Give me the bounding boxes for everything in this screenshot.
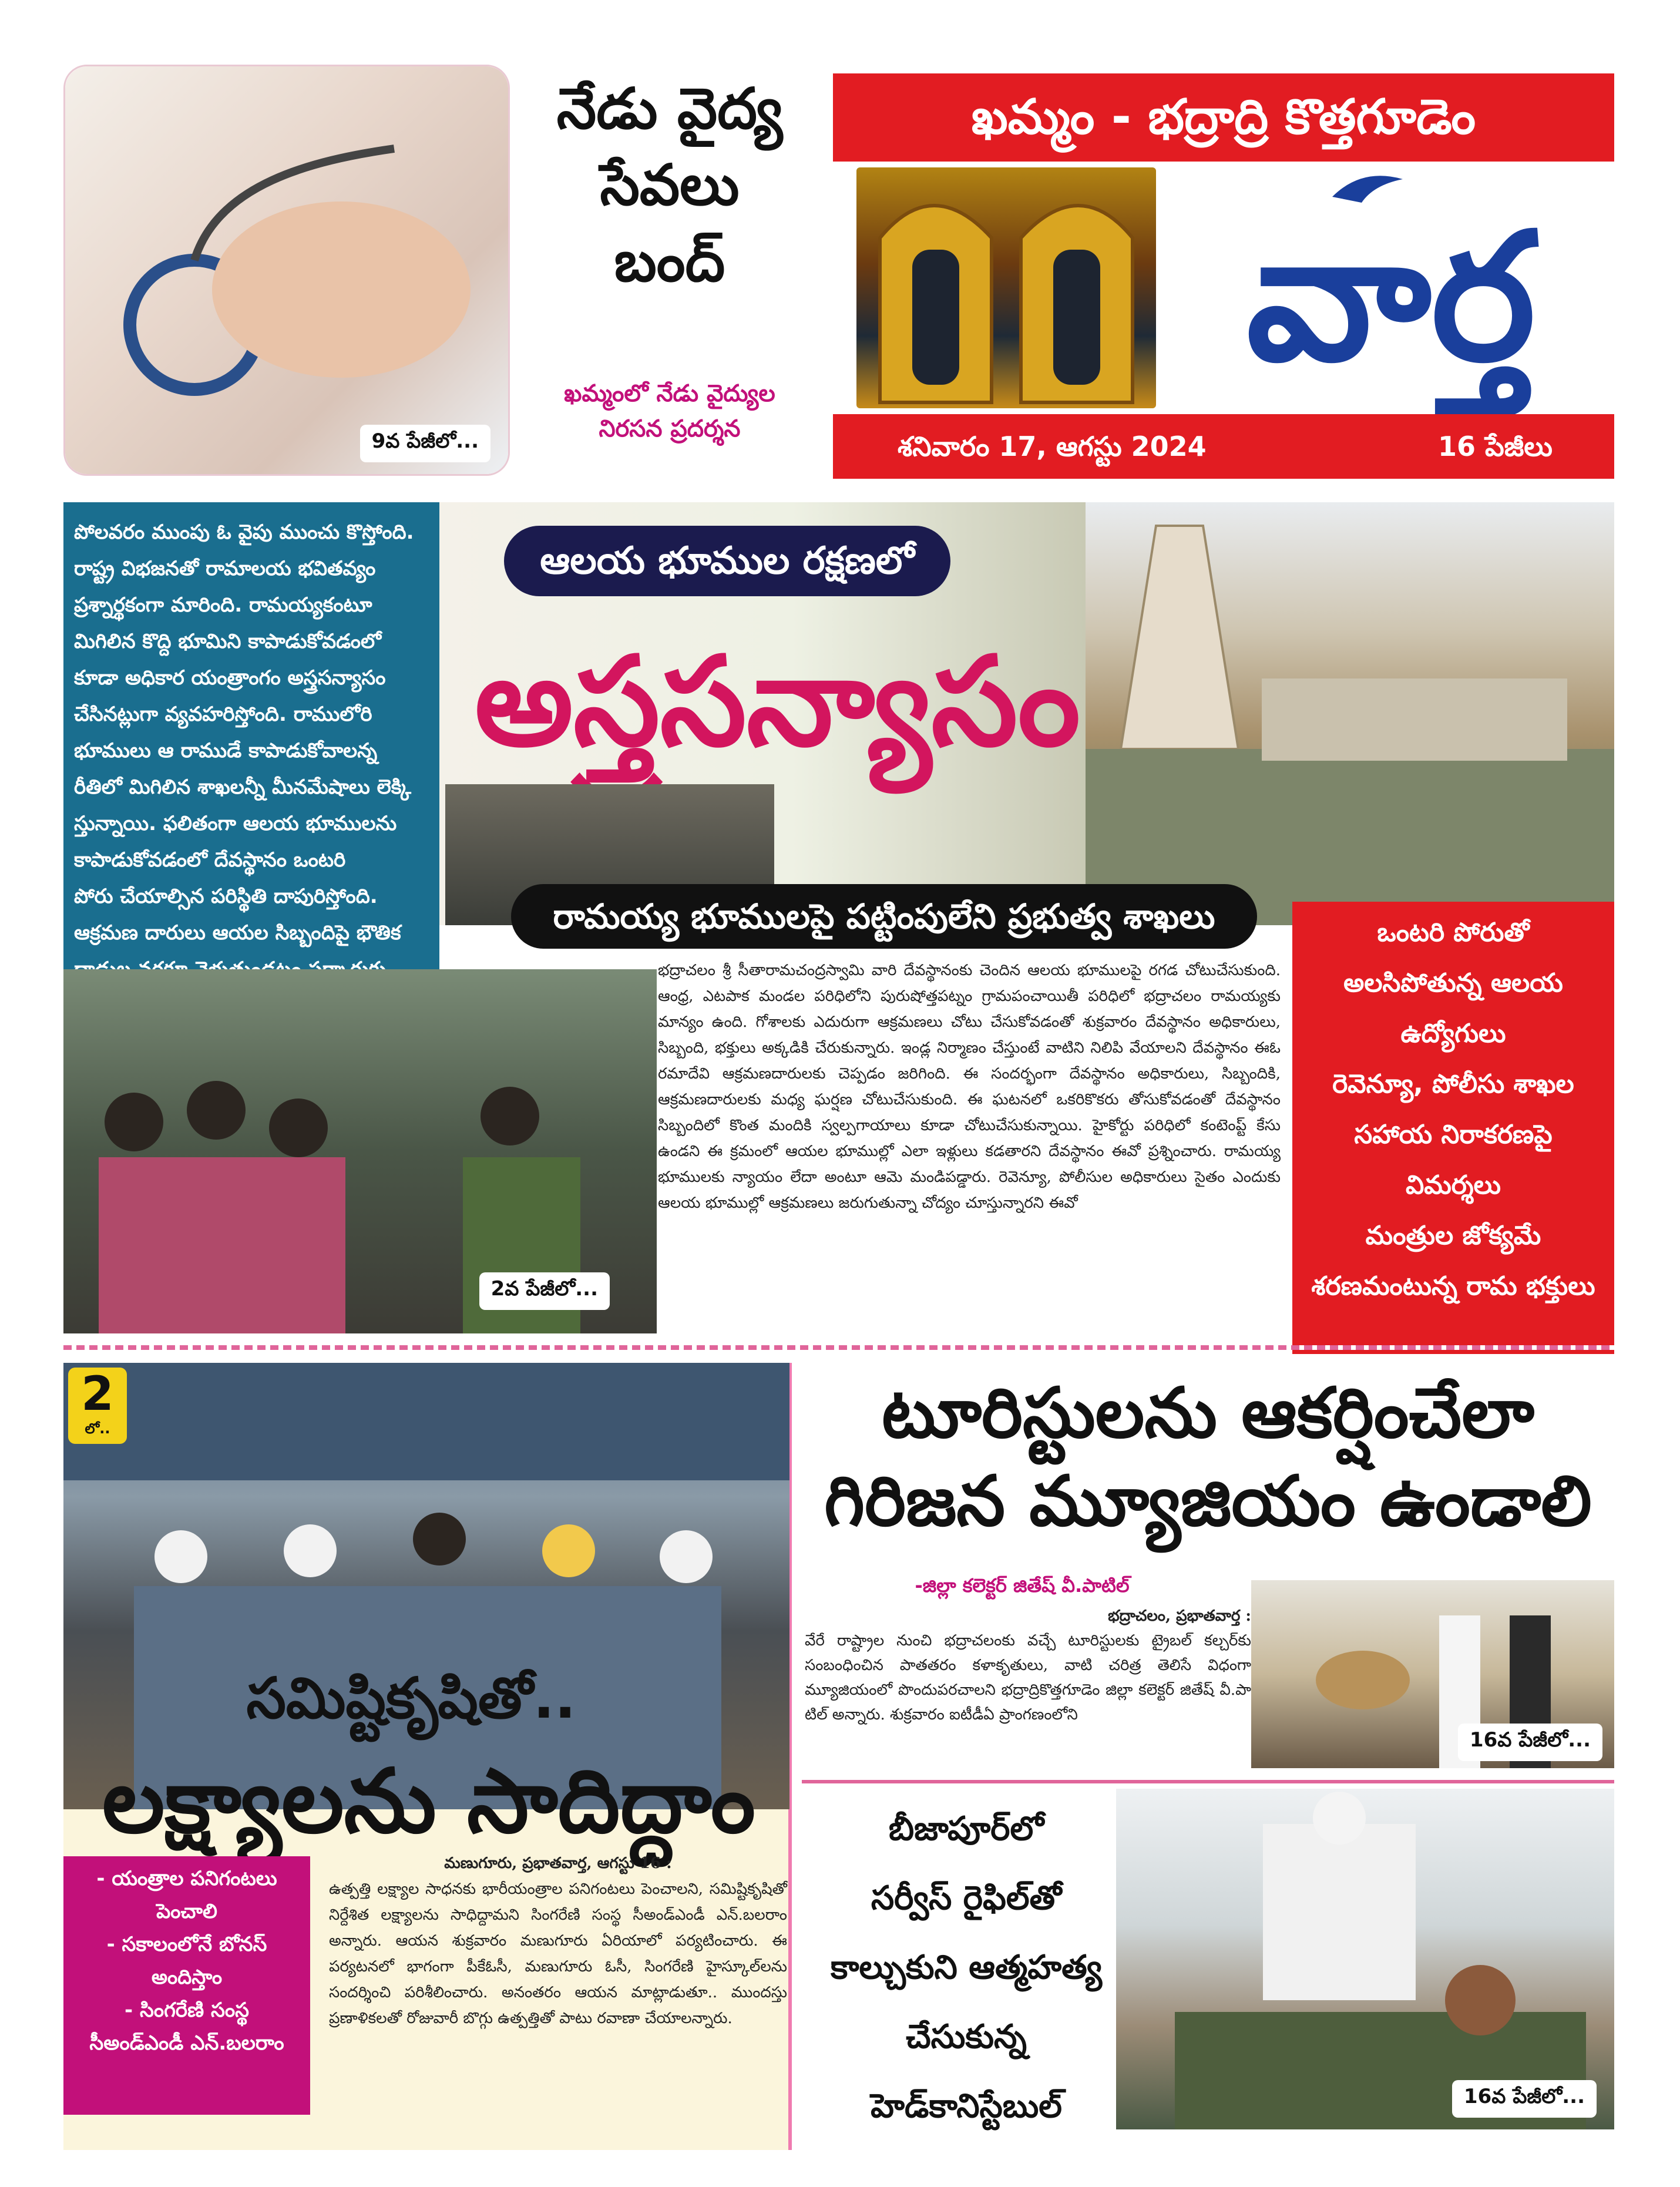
highlight-line: రెవెన్యూ, పోలీసు శాఖల [1332,1069,1574,1099]
museum-headline-line: గిరిజన మ్యూజియం ఉండాలి [824,1460,1592,1541]
singareni-dateline: మణుగూరు, ప్రభాతవార్త, ఆగస్టు 16 : [444,1855,672,1872]
bijapur-headline-line: హెడ్‌కానిస్టేబుల్ [871,2087,1062,2125]
lead-highlights [1292,902,1614,1354]
museum-body [805,1604,1251,1756]
lead-body: భద్రాచలం శ్రీ సీతారామచంద్రస్వామి వారి దేవస్థానంకు చెందిన ఆలయ భూములపై రగడ చోటుచేసుకుంది. ఆంధ్ర, ఎటపాక మండల పరిధిలోని పురుషోత్తపట్నం గ్రామపంచాయితీ పరిధిలో భద్రాచలం రామయ్యకు మాన్యం ఉంది. గోశాలకు ఎదురుగా ఆక్రమణలు చోటు చేసుకోవడంతో శుక్రవారం దేవస్థానం అధికారులు, సిబ్బంది, భక్తులు అక్కడికి చేరుకున్నారు. ఇండ్ల నిర్మాణం చేస్తుంటే వాటిని నిలిపి వేయాలని దేవస్థానం ఈఓ రమాదేవి ఆక్రమణదారులకు చెప్పడం జరిగింది. ఈ సందర్భంగా దేవస్థానం అధికారులు, సిబ్బందికి, ఆక్రమణదారులకు మధ్య ఘర్షణ చోటుచేసుకుంది. ఈ ఘటనలో ఒకరికొకరు తోసుకోవడంతో దేవస్థానం సిబ్బందిలో కొంత మందికి స్వల్పగాయాలు కూడా చోటుచేసుకున్నాయి. హైకోర్టు పరిధిలో కంటెంప్ట్ కేసు ఉండని ఈ క్రమంలో ఆయల భూముల్లో ఎలా ఇళ్లులు కడతారని దేవస్థానం ఈవో ప్రశ్నించారు. రామయ్య భూములకు న్యాయం లేదా అంటూ ఆమె మండిపడ్డారు. రెవెన్యూ, పోలీసుల అధికారులు సైతం ఎందుకు ఆలయ భూముల్లో ఆక్రమణలు జరుగుతున్నా చోద్యం చూస్తున్నారని ఈవో [658,962,1281,1212]
bijapur-headline-line: కాల్చుకుని ఆత్మహత్య [830,1949,1103,1987]
top-headline-line: నేడు వైద్య [556,76,783,142]
section-divider-2 [802,1780,1614,1783]
hospital-scene-icon [1116,1789,1614,2129]
section-divider [63,1345,1614,1350]
badge-suffix: లో.. [85,1420,110,1437]
singareni-highlights [63,1856,310,2115]
badge-number: 2 [81,1366,114,1421]
point-line: సీఅండ్ఎండీ ఎన్.బలరాం [89,2031,284,2055]
point-line: - సకాలంలోనే బోనస్ [106,1933,267,1956]
crowd-photo [63,969,657,1333]
top-sub-line: నిరసన ప్రదర్శన [599,415,741,442]
bijapur-headline-line: చేసుకున్న [906,2018,1027,2056]
deity-image [856,167,1156,408]
intro-line: రాష్ట్ర విభజనతో రామాలయ భవితవ్యం [74,557,376,580]
highlight-line: ఉద్యోగులు [1400,1019,1506,1049]
singareni-text: ఉత్పత్తి లక్ష్యాల సాధనకు భారీయంత్రాల పనిగంటలు పెంచాలని, సమిష్టికృషితో నిర్దేశిత లక్ష్యాలను సాధిద్దామని సింగరేణి సంస్థ సీఅండ్ఎండీ ఎన్.బలరాం అన్నారు. ఆయన శుక్రవారం మణుగూరు ఏరియాలో పర్యటించారు. ఈ పర్యటనలో భాగంగా పీకేఓసీ, మణుగూరు ఓసీ, సింగరేణి హైస్కూల్‌లను సందర్శించి పరిశీలించారు. అనంతరం ఆయన మాట్లాడుతూ.. ముందస్తు ప్రణాళికలతో రోజువారీ బొగ్గు ఉత్పత్తితో పాటు రవాణా చేయాలన్నారు. [329,1880,787,2027]
edition-banner: ఖమ్మం - భద్రాద్రి కొత్తగూడెం [833,73,1614,162]
page-2-badge[interactable] [68,1368,127,1444]
issue-date: శనివారం 17, ఆగస్టు 2024 [898,431,1207,462]
intro-line: పోలవరం ముంపు ఓ వైపు ముంచు కొస్తోంది. [74,520,414,544]
highlight-line: శరణమంటున్న రామ భక్తులు [1311,1271,1595,1301]
intro-line: ఆక్రమణ దారులు ఆయల సిబ్బందిపై భౌతిక [74,921,401,945]
intro-line: స్తున్నాయి. ఫలితంగా ఆలయ భూములను [74,812,397,835]
intro-line: ప్రశ్నార్థకంగా మారింది. రామయ్యకంటూ [74,593,372,617]
top-headline-line: బంద్ [614,229,725,294]
bijapur-headline-line: బీజాపూర్‌లో [888,1810,1044,1848]
museum-headline[interactable] [802,1369,1614,1545]
point-line: - యంత్రాల పనిగంటలు [96,1867,277,1890]
date-bar [833,414,1614,479]
hospital-photo [1116,1789,1614,2129]
museum-byline: -జిల్లా కలెక్టర్ జితేష్ వీ.పాటిల్ [915,1574,1130,1597]
page-ref-9[interactable]: 9వ పేజీలో... [360,425,490,462]
page-ref-16b[interactable]: 16వ పేజీలో... [1452,2080,1597,2118]
intro-line: రీతిలో మిగిలిన శాఖలన్నీ మీనమేషాలు లెక్కి [74,775,411,799]
singareni-headline[interactable]: లక్ష్యాలను సాదిద్దాం [102,1751,755,1853]
point-line: అందిస్తాం [151,1966,223,1989]
top-sub-line: ఖమ్మంలో నేడు వైద్యుల [564,380,775,407]
highlight-line: అలసిపోతున్న ఆలయ [1343,968,1563,998]
museum-text: వేరే రాష్ట్రాల నుంచి భద్రాచలంకు వచ్చే టూరిస్టులకు ట్రైబల్ కల్చర్‌కు సంబంధించిన పాతతరం కళాకృతులు, వాటి చరిత్ర తెలిసే విధంగా మ్యూజియంలో పొందుపరచాలని భద్రాద్రికొత్తగూడెం జిల్లా కలెక్టర్ జితేష్ వీ.పా టిల్ అన్నారు. శుక్రవారం ఐటీడీఏ ప్రాంగణంలోని [805,1632,1251,1724]
page-ref-2[interactable]: 2వ పేజీలో... [479,1272,610,1310]
doctor-photo-box [63,65,510,476]
point-line: పెంచాలి [156,1900,217,1923]
intro-line: కాపాడుకోవడంలో దేవస్థానం ఒంటరి [74,848,346,872]
lead-subhead: రామయ్య భూములపై పట్టింపులేని ప్రభుత్వ శాఖలు [511,884,1257,949]
point-line: - సింగరేణి సంస్థ [125,1998,249,2022]
highlight-line: విమర్శలు [1405,1170,1501,1200]
intro-line: భూములు ఆ రాముడే కాపాడుకోవాలన్న [74,739,378,762]
lead-headline[interactable]: అస్త్రసన్యాసం [475,630,1081,774]
intro-line: కూడా అధికార యంత్రాంగం అస్త్రసన్యాసం [74,666,386,690]
masthead [833,162,1614,414]
temple-deity-icon [856,167,1156,408]
logo-vaartha[interactable]: వార్త [1246,193,1536,400]
singareni-body [329,1850,787,2121]
bijapur-headline-line: సర్వీస్ రైఫిల్‌తో [871,1879,1062,1917]
stethoscope-icon [65,66,510,476]
highlight-line: ఒంటరి పోరుతో [1377,918,1530,948]
stethoscope-photo [65,66,510,476]
bijapur-headline[interactable] [802,1795,1131,2141]
singareni-kicker: సమిష్టికృషితో.. [246,1665,576,1731]
page-count: 16 పేజీలు [1438,431,1553,462]
museum-headline-line: టూరిస్టులను ఆకర్షించేలా [882,1372,1534,1453]
collector-visit-photo [1251,1580,1614,1768]
page-ref-16a[interactable]: 16వ పేజీలో... [1458,1724,1602,1761]
lead-kicker: ఆలయ భూముల రక్షణలో [504,526,950,596]
intro-line: చేసినట్లుగా వ్యవహరిస్తోంది. రాములోరి [74,703,372,726]
lead-banner [439,502,1614,925]
museum-dateline: భద్రాచలం, ప్రభాతవార్త : [1108,1607,1251,1625]
intro-line: మిగిలిన కొద్ది భూమిని కాపాడుకోవడంలో [74,630,382,653]
intro-line: పోరు చేయాల్సిన పరిస్థితి దాపురిస్తోంది. [74,885,378,908]
highlight-line: మంత్రుల జోక్యమే [1365,1221,1541,1251]
top-headline[interactable] [517,70,822,300]
top-headline-line: సేవలు [600,152,740,218]
highlight-line: సహాయ నిరాకరణపై [1354,1120,1553,1150]
top-subheadline [517,376,822,446]
